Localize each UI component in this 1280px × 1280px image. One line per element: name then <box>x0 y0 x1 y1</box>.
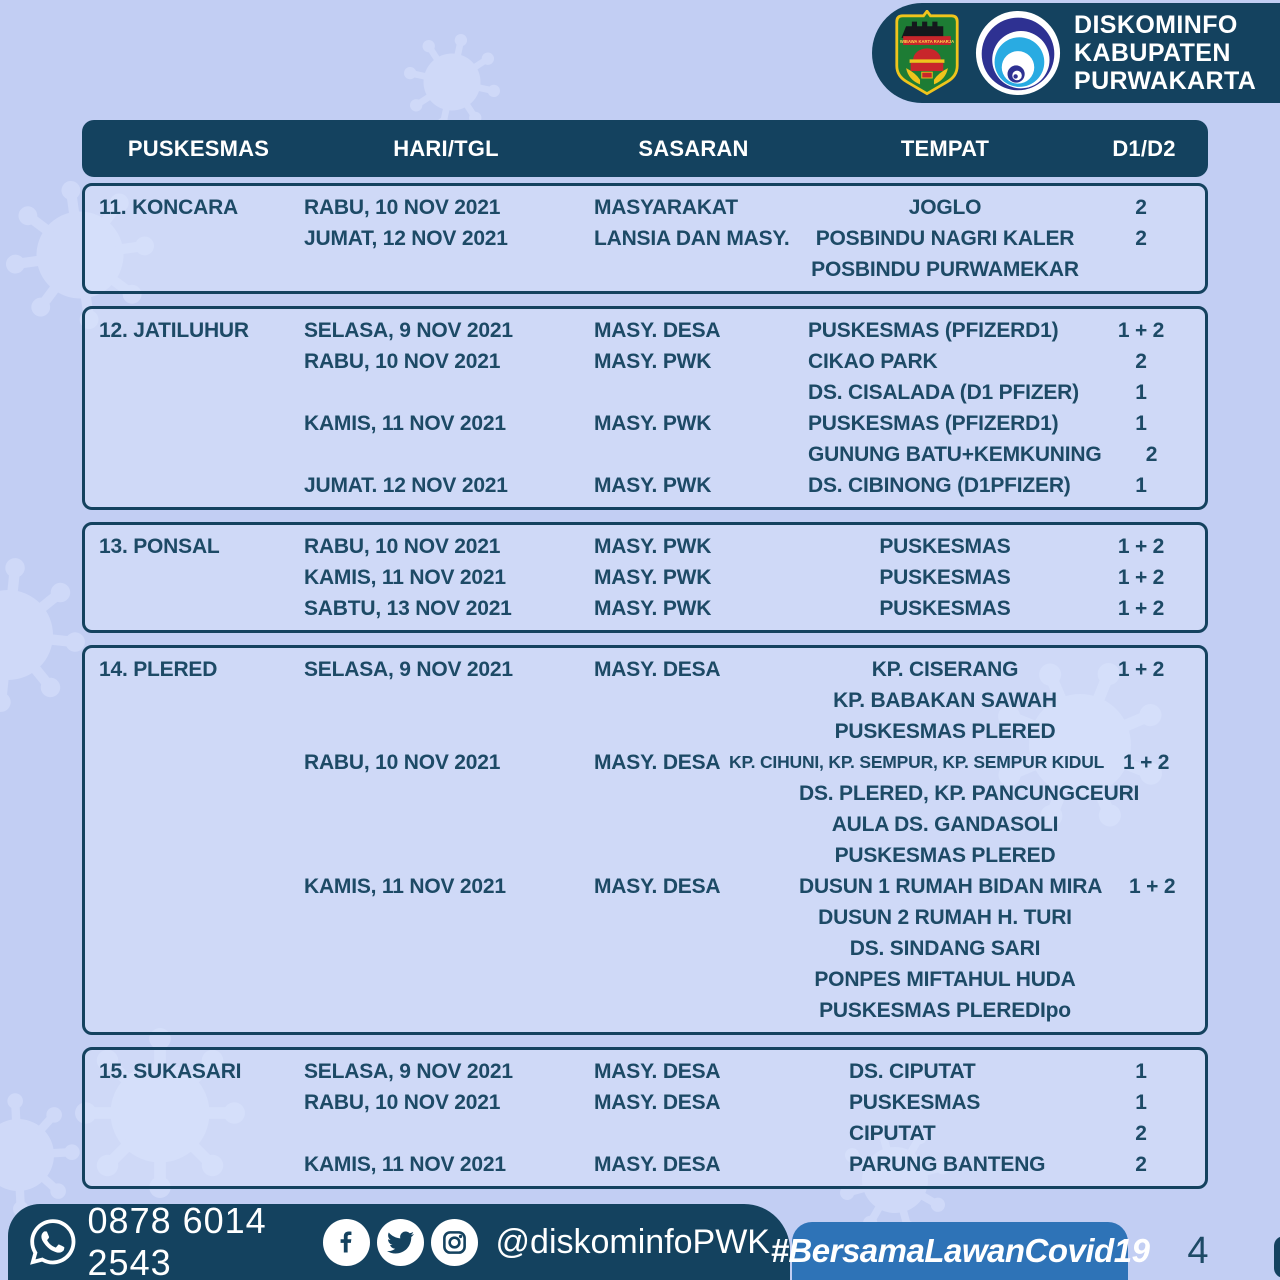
cell-puskesmas <box>99 840 304 871</box>
cell-puskesmas <box>99 562 304 593</box>
schedule-sections <box>82 183 1208 1201</box>
cell-tempat: PUSKESMAS PLERED <box>834 844 1056 867</box>
cell-puskesmas: 13. PONSAL <box>99 535 220 558</box>
cell-dose: 2 <box>1135 196 1147 219</box>
cell-dose: 1 + 2 <box>1122 751 1170 774</box>
table-row <box>99 933 1191 964</box>
cell-tempat: PUSKESMAS <box>879 566 1011 589</box>
table-row <box>99 315 1191 346</box>
cell-puskesmas <box>99 1118 304 1149</box>
cell-dose: 1 + 2 <box>1129 875 1176 898</box>
cell-sasaran <box>594 964 799 995</box>
cell-dose: 1 <box>1135 1060 1147 1083</box>
cell-dose: 1 + 2 <box>1117 658 1165 681</box>
cell-tempat: CIPUTAT <box>849 1122 936 1145</box>
cell-puskesmas <box>99 346 304 377</box>
crest-banner-text: WIBAWA KARTA RAHARJA <box>899 38 955 44</box>
cell-sasaran: MASY. DESA <box>594 319 721 342</box>
cell-tempat: DS. CISALADA (D1 PFIZER) <box>808 381 1079 404</box>
cell-dose: 1 + 2 <box>1117 597 1165 620</box>
cell-puskesmas <box>99 747 304 778</box>
table-row <box>99 1056 1191 1087</box>
cell-hari-tgl <box>304 716 594 747</box>
table-row <box>99 346 1191 377</box>
cell-hari-tgl <box>304 902 594 933</box>
cell-sasaran: MASY. DESA <box>594 751 721 774</box>
cell-sasaran: MASY. PWK <box>594 566 712 589</box>
cell-tempat: PUSKESMAS (PFIZERD1) <box>808 412 1059 435</box>
cell-puskesmas <box>99 778 304 809</box>
cell-sasaran <box>594 439 799 470</box>
cell-puskesmas: 12. JATILUHUR <box>99 319 249 342</box>
agency-title-line: PURWAKARTA <box>1074 67 1257 95</box>
cell-tempat: DS. CIBINONG (D1PFIZER) <box>808 474 1071 497</box>
cell-puskesmas <box>99 1149 304 1180</box>
agency-title-line: DISKOMINFO <box>1074 11 1238 39</box>
cell-sasaran: LANSIA DAN MASY. <box>594 227 790 250</box>
cell-dose <box>1091 809 1191 840</box>
cell-hari-tgl: RABU, 10 NOV 2021 <box>304 350 501 373</box>
cell-tempat: KP. CIHUNI, KP. SEMPUR, KP. SEMPUR KIDUL <box>729 752 1105 772</box>
schedule-section <box>82 306 1208 510</box>
cell-tempat: DUSUN 1 RUMAH BIDAN MIRA <box>799 875 1103 898</box>
table-row <box>99 408 1191 439</box>
table-row <box>99 840 1191 871</box>
cell-hari-tgl: KAMIS, 11 NOV 2021 <box>304 566 506 589</box>
cell-hari-tgl <box>304 254 594 285</box>
cell-puskesmas <box>99 470 304 501</box>
schedule-section <box>82 522 1208 633</box>
cell-dose: 1 <box>1135 474 1147 497</box>
table-row <box>99 1149 1191 1180</box>
cell-puskesmas <box>99 439 304 470</box>
cell-hari-tgl: SELASA, 9 NOV 2021 <box>304 319 513 342</box>
cell-tempat: JOGLO <box>908 196 982 219</box>
cell-puskesmas <box>99 995 304 1026</box>
cell-sasaran: MASY. PWK <box>594 535 712 558</box>
cell-sasaran <box>594 995 799 1026</box>
cell-puskesmas: 14. PLERED <box>99 658 218 681</box>
table-row <box>99 377 1191 408</box>
cell-tempat: PUSKESMAS <box>879 597 1011 620</box>
twitter-icon <box>377 1219 424 1266</box>
cell-dose: 2 <box>1145 443 1158 466</box>
cell-sasaran <box>594 809 799 840</box>
table-header <box>82 120 1208 177</box>
cell-puskesmas <box>99 964 304 995</box>
cell-hari-tgl <box>304 933 594 964</box>
cell-dose: 2 <box>1135 350 1147 373</box>
corner-decoration <box>1274 1236 1280 1278</box>
cell-hari-tgl: RABU, 10 NOV 2021 <box>304 751 501 774</box>
hashtag-text: #BersamaLawanCovid19 <box>770 1232 1150 1269</box>
cell-tempat: PARUNG BANTENG <box>849 1153 1046 1176</box>
cell-sasaran: MASY. DESA <box>594 875 721 898</box>
cell-puskesmas <box>99 902 304 933</box>
cell-hari-tgl: SELASA, 9 NOV 2021 <box>304 658 513 681</box>
table-row <box>99 871 1191 902</box>
footer-bar <box>8 1200 790 1280</box>
cell-puskesmas: 11. KONCARA <box>99 196 238 219</box>
cell-tempat: POSBINDU NAGRI KALER <box>815 227 1075 250</box>
table-row <box>99 562 1191 593</box>
cell-sasaran <box>594 778 799 809</box>
table-row <box>99 593 1191 624</box>
column-header-d1-d2: D1/D2 <box>1112 135 1176 161</box>
cell-dose <box>1139 778 1239 809</box>
cell-hari-tgl: SABTU, 13 NOV 2021 <box>304 597 512 620</box>
cell-puskesmas <box>99 593 304 624</box>
schedule-section <box>82 1047 1208 1189</box>
cell-dose <box>1091 995 1191 1026</box>
cell-tempat: PUSKESMAS (PFIZERD1) <box>808 319 1059 342</box>
cell-sasaran <box>594 377 799 408</box>
cell-hari-tgl <box>304 809 594 840</box>
cell-sasaran: MASY. PWK <box>594 474 712 497</box>
cell-tempat: KP. CISERANG <box>871 658 1019 681</box>
cell-puskesmas: 15. SUKASARI <box>99 1060 242 1083</box>
cell-sasaran: MASY. DESA <box>594 1153 721 1176</box>
cell-sasaran <box>594 716 799 747</box>
cell-dose: 1 + 2 <box>1117 566 1165 589</box>
cell-puskesmas <box>99 1087 304 1118</box>
cell-tempat: KP. BABAKAN SAWAH <box>833 689 1057 712</box>
table-row <box>99 254 1191 285</box>
cell-puskesmas <box>99 809 304 840</box>
cell-sasaran <box>594 1118 799 1149</box>
cell-puskesmas <box>99 408 304 439</box>
cell-dose <box>1091 840 1191 871</box>
cell-dose: 1 <box>1135 1091 1147 1114</box>
whatsapp-icon <box>30 1214 76 1270</box>
table-row <box>99 470 1191 501</box>
cell-tempat: DS. SINDANG SARI <box>849 937 1041 960</box>
cell-dose: 1 <box>1135 412 1147 435</box>
cell-hari-tgl <box>304 685 594 716</box>
table-row <box>99 716 1191 747</box>
table-row <box>99 902 1191 933</box>
cell-sasaran <box>594 933 799 964</box>
cell-puskesmas <box>99 223 304 254</box>
cell-hari-tgl <box>304 377 594 408</box>
cell-hari-tgl <box>304 439 594 470</box>
cell-puskesmas <box>99 685 304 716</box>
column-header-hari-tgl: HARI/TGL <box>393 135 499 161</box>
schedule-section <box>82 645 1208 1035</box>
cell-dose: 1 + 2 <box>1117 319 1165 342</box>
table-row <box>99 192 1191 223</box>
cell-sasaran: MASY. DESA <box>594 1091 721 1114</box>
cell-sasaran: MASY. DESA <box>594 658 721 681</box>
cell-tempat: POSBINDU PURWAMEKAR <box>811 258 1079 281</box>
cell-dose: 2 <box>1135 1122 1147 1145</box>
table-row <box>99 995 1191 1026</box>
table-row <box>99 654 1191 685</box>
table-row <box>99 778 1191 809</box>
cell-sasaran <box>594 840 799 871</box>
cell-dose <box>1091 933 1191 964</box>
cell-hari-tgl: RABU, 10 NOV 2021 <box>304 196 501 219</box>
whatsapp-number: 0878 6014 2543 <box>87 1200 267 1280</box>
cell-tempat: CIKAO PARK <box>808 350 938 373</box>
cell-puskesmas <box>99 716 304 747</box>
cell-sasaran <box>594 254 799 285</box>
cell-dose <box>1091 716 1191 747</box>
cell-puskesmas <box>99 933 304 964</box>
cell-hari-tgl <box>304 1118 594 1149</box>
cell-tempat: PUSKESMAS <box>879 535 1011 558</box>
cell-hari-tgl: KAMIS, 11 NOV 2021 <box>304 412 506 435</box>
cell-puskesmas <box>99 871 304 902</box>
cell-hari-tgl <box>304 778 594 809</box>
table-row <box>99 747 1191 778</box>
table-row <box>99 223 1191 254</box>
table-row <box>99 685 1191 716</box>
cell-puskesmas <box>99 377 304 408</box>
cell-dose <box>1091 254 1191 285</box>
cell-hari-tgl: KAMIS, 11 NOV 2021 <box>304 1153 506 1176</box>
table-row <box>99 964 1191 995</box>
social-handle: @diskominfoPWK <box>495 1222 770 1261</box>
cell-dose: 2 <box>1135 227 1147 250</box>
cell-dose: 2 <box>1135 1153 1147 1176</box>
hashtag-badge <box>770 1222 1150 1280</box>
social-icons <box>323 1219 478 1266</box>
cell-sasaran: MASY. DESA <box>594 1060 721 1083</box>
cell-dose: 1 + 2 <box>1117 535 1165 558</box>
cell-dose: 1 <box>1135 381 1147 404</box>
instagram-icon <box>431 1219 478 1266</box>
page-number: 4 <box>1187 1230 1209 1272</box>
cell-dose <box>1091 685 1191 716</box>
cell-tempat: DS. PLERED, KP. PANCUNGCEURI <box>799 782 1140 805</box>
cell-hari-tgl: JUMAT. 12 NOV 2021 <box>304 474 508 497</box>
cell-hari-tgl: RABU, 10 NOV 2021 <box>304 535 501 558</box>
cell-puskesmas <box>99 254 304 285</box>
cell-dose <box>1091 964 1191 995</box>
cell-hari-tgl <box>304 995 594 1026</box>
kominfo-logo <box>975 10 1061 96</box>
cell-hari-tgl <box>304 840 594 871</box>
virus-watermark <box>0 550 93 720</box>
cell-hari-tgl: SELASA, 9 NOV 2021 <box>304 1060 513 1083</box>
cell-tempat: PUSKESMAS PLERED <box>834 720 1056 743</box>
cell-sasaran: MASY. PWK <box>594 350 712 373</box>
cell-tempat: PUSKESMAS <box>849 1091 981 1114</box>
schedule-section <box>82 183 1208 294</box>
cell-hari-tgl: KAMIS, 11 NOV 2021 <box>304 875 506 898</box>
column-header-puskesmas: PUSKESMAS <box>127 135 270 161</box>
table-row <box>99 531 1191 562</box>
table-row <box>99 439 1191 470</box>
cell-tempat: PONPES MIFTAHUL HUDA <box>814 968 1076 991</box>
cell-tempat: DUSUN 2 RUMAH H. TURI <box>818 906 1072 929</box>
cell-hari-tgl <box>304 964 594 995</box>
facebook-icon <box>323 1219 370 1266</box>
cell-sasaran: MASY. PWK <box>594 597 712 620</box>
column-header-tempat: TEMPAT <box>900 135 990 161</box>
table-row <box>99 1087 1191 1118</box>
cell-tempat: DS. CIPUTAT <box>849 1060 976 1083</box>
agency-title-line: KABUPATEN <box>1074 39 1231 67</box>
cell-sasaran: MASYARAKAT <box>594 196 738 219</box>
table-row <box>99 1118 1191 1149</box>
brand-badge <box>872 3 1280 103</box>
cell-tempat: PUSKESMAS PLEREDIpo <box>819 999 1071 1022</box>
cell-tempat: AULA DS. GANDASOLI <box>831 813 1059 836</box>
cell-sasaran <box>594 902 799 933</box>
cell-sasaran: MASY. PWK <box>594 412 712 435</box>
cell-sasaran <box>594 685 799 716</box>
agency-title <box>1074 11 1256 95</box>
cell-tempat: GUNUNG BATU+KEMKUNING <box>808 443 1102 466</box>
table-row <box>99 809 1191 840</box>
cell-hari-tgl: JUMAT, 12 NOV 2021 <box>304 227 508 250</box>
column-header-sasaran: SASARAN <box>638 135 749 161</box>
cell-hari-tgl: RABU, 10 NOV 2021 <box>304 1091 501 1114</box>
cell-dose <box>1091 902 1191 933</box>
purwakarta-crest-logo <box>892 10 962 96</box>
